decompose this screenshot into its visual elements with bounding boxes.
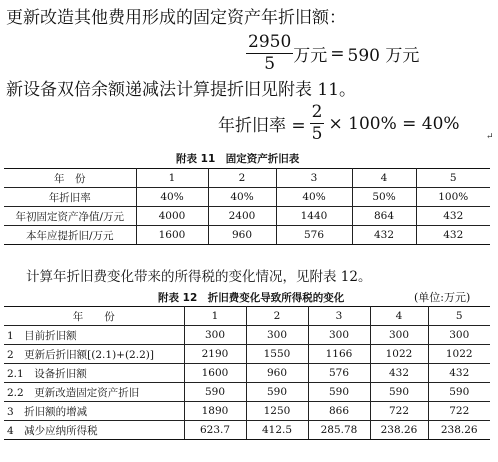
- equation-rhs: × 100% = 40%: [328, 113, 460, 134]
- row-label: 1 目前折旧额: [4, 326, 184, 345]
- row-label: 2.2 更新改造固定资产折旧: [4, 383, 184, 402]
- table-cell: 300: [428, 326, 490, 345]
- table-cell: 864: [352, 207, 416, 226]
- header-cell: 5: [416, 169, 490, 188]
- header-cell: 1: [136, 169, 208, 188]
- table-row: [4, 421, 490, 440]
- table-cell: 960: [208, 226, 276, 245]
- table-cell: 1600: [184, 364, 246, 383]
- fraction-denominator: 5: [264, 54, 276, 74]
- row-label: 年折旧率: [4, 188, 136, 207]
- table-header-row: [4, 307, 490, 326]
- fraction-numerator: 2: [311, 102, 323, 122]
- table-cell: 866: [308, 402, 370, 421]
- table-cell: 100%: [416, 188, 490, 207]
- table-cell: 590: [246, 383, 308, 402]
- header-cell: 年 份: [4, 307, 184, 326]
- row-label: 2 更新后折旧额[(2.1)+(2.2)]: [4, 345, 184, 364]
- table-cell: 432: [416, 207, 490, 226]
- table-header-row: [4, 169, 490, 188]
- header-cell: 4: [352, 169, 416, 188]
- intro-line-1: 更新改造其他费用形成的固定资产年折旧额：: [6, 8, 346, 28]
- table-cell: 1022: [370, 345, 428, 364]
- table-row: [4, 402, 490, 421]
- table-cell: 432: [352, 226, 416, 245]
- table-cell: 40%: [276, 188, 352, 207]
- table-cell: 432: [428, 364, 490, 383]
- equation-annual-depreciation: [246, 34, 419, 73]
- row-label: 年初固定资产净值/万元: [4, 207, 136, 226]
- table-cell: 1600: [136, 226, 208, 245]
- header-cell: 2: [246, 307, 308, 326]
- table-cell: 238.26: [370, 421, 428, 440]
- header-cell: 4: [370, 307, 428, 326]
- table-cell: 1550: [246, 345, 308, 364]
- table-row: [4, 345, 490, 364]
- row-label: 本年应提折旧/万元: [4, 226, 136, 245]
- table-cell: 2190: [184, 345, 246, 364]
- table-cell: 1250: [246, 402, 308, 421]
- row-label: 3 折旧额的增减: [4, 402, 184, 421]
- table-cell: 576: [276, 226, 352, 245]
- table-cell: 412.5: [246, 421, 308, 440]
- equals-sign: =: [330, 43, 345, 64]
- paragraph-2: 计算年折旧费变化带来的所得税的变化情况，见附表 12。: [26, 269, 372, 285]
- header-cell: 3: [308, 307, 370, 326]
- table-cell: 722: [370, 402, 428, 421]
- table-cell: 2400: [208, 207, 276, 226]
- table-cell: 1890: [184, 402, 246, 421]
- header-cell: 2: [208, 169, 276, 188]
- table-row: [4, 383, 490, 402]
- table-11: [4, 168, 490, 245]
- table-cell: 960: [246, 364, 308, 383]
- table-11-caption: 附表 11 固定资产折旧表: [176, 153, 300, 165]
- fraction-denominator: 5: [311, 124, 323, 144]
- table-row: [4, 326, 490, 345]
- table-cell: 300: [246, 326, 308, 345]
- fraction-numerator: 2950: [248, 32, 292, 52]
- header-cell: 年 份: [4, 169, 136, 188]
- table-12-caption: 附表 12 折旧费变化导致所得税的变化: [158, 292, 345, 304]
- row-label: 4 减少应纳所得税: [4, 421, 184, 440]
- table-cell: 238.26: [428, 421, 490, 440]
- fraction-2-over-5: [310, 104, 325, 143]
- header-cell: 1: [184, 307, 246, 326]
- table-cell: 50%: [352, 188, 416, 207]
- table-row: [4, 226, 490, 245]
- table-12-unit: (单位:万元): [414, 291, 471, 304]
- table-cell: 40%: [208, 188, 276, 207]
- equation-unit: 万元: [293, 46, 328, 66]
- table-cell: 285.78: [308, 421, 370, 440]
- table-cell: 590: [428, 383, 490, 402]
- row-label: 2.1 设备折旧额: [4, 364, 184, 383]
- table-cell: 432: [416, 226, 490, 245]
- table-cell: 300: [308, 326, 370, 345]
- table-cell: 4000: [136, 207, 208, 226]
- table-cell: 590: [308, 383, 370, 402]
- table-cell: 590: [184, 383, 246, 402]
- table-cell: 722: [428, 402, 490, 421]
- table-cell: 300: [370, 326, 428, 345]
- table-cell: 1440: [276, 207, 352, 226]
- equation-result: 590 万元: [347, 46, 420, 66]
- table-row: [4, 188, 490, 207]
- table-cell: 576: [308, 364, 370, 383]
- table-cell: 300: [184, 326, 246, 345]
- table-row: [4, 207, 490, 226]
- table-cell: 1022: [428, 345, 490, 364]
- table-cell: 432: [370, 364, 428, 383]
- header-cell: 5: [428, 307, 490, 326]
- equation-lhs: 年折旧率 =: [218, 116, 306, 136]
- table-cell: 590: [370, 383, 428, 402]
- table-cell: 623.7: [184, 421, 246, 440]
- header-cell: 3: [276, 169, 352, 188]
- table-cell: 40%: [136, 188, 208, 207]
- intro-line-2: 新设备双倍余额递减法计算提折旧见附表 11。: [6, 80, 357, 100]
- paragraph-mark: ↵: [486, 132, 494, 142]
- fraction-2950-over-5: [246, 34, 293, 73]
- table-cell: 1166: [308, 345, 370, 364]
- equation-depreciation-rate: [218, 104, 460, 143]
- table-12: [4, 306, 490, 440]
- table-row: [4, 364, 490, 383]
